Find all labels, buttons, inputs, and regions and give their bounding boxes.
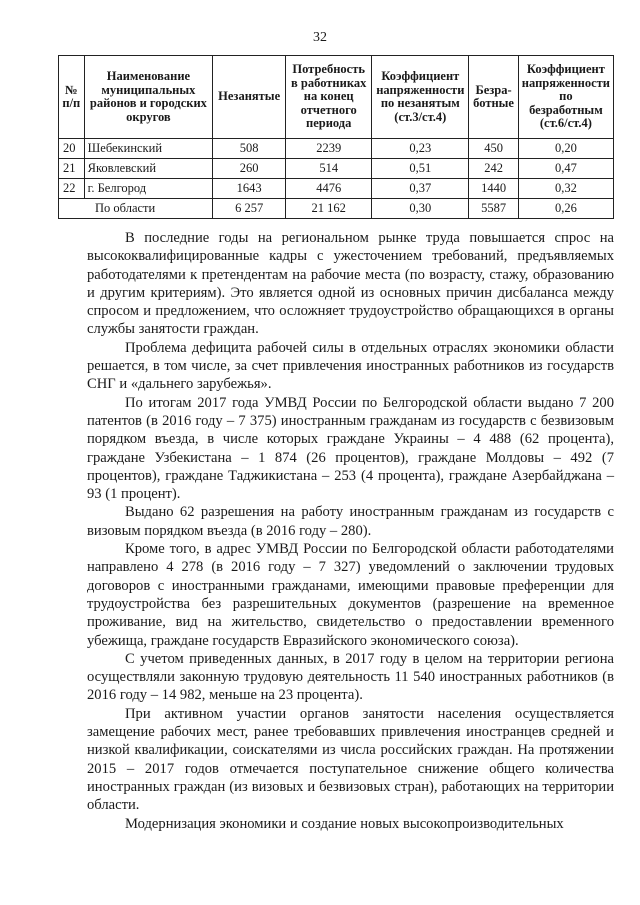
header-demand: Потребность в работниках на конец отчетного периода [286,56,372,139]
cell-demand: 4476 [286,179,372,199]
cell-unemployed: 1643 [213,179,286,199]
cell-district: Шебекинский [84,139,213,159]
cell-index: 22 [59,179,85,199]
cell-unemployed: 260 [213,159,286,179]
cell-coef-unemployed: 0,51 [372,159,469,179]
cell-coef-jobless: 0,47 [518,159,613,179]
header-district: Наименование муниципальных районов и городских округов [84,56,213,139]
cell-index: 20 [59,139,85,159]
paragraph-labor-deficit: Проблема дефицита рабочей силы в отдельных отраслях экономики области решается, в том числе, за счет привлечения иностранных работников из государств СНГ и «дальнего зарубежья». [87,339,614,393]
body-text [87,229,614,833]
cell-demand: 514 [286,159,372,179]
employment-table [58,55,614,219]
total-demand: 21 162 [286,199,372,219]
total-unemployed: 6 257 [213,199,286,219]
total-coef-jobless: 0,26 [518,199,613,219]
paragraph-patents: По итогам 2017 года УМВД России по Белгородской области выдано 7 200 патентов (в 2016 году – 7 375) иностранным гражданам из государств с безвизовым порядком въезда, в числе которых граждане Украины – 4 488 (62 процента), граждане Узбекистана – 1 874 (26 процентов), граждане Молдовы – 492 (7 процентов), граждане Таджикистана – 253 (4 процента), граждане Азербайджана – 93 (1 процент). [87,394,614,503]
paragraph-modernization: Модернизация экономики и создание новых высокопроизводительных [125,815,564,832]
total-jobless: 5587 [469,199,518,219]
total-label: По области [59,199,213,219]
paragraph-demand: В последние годы на региональном рынке труда повышается спрос на высококвалифицированные кадры с ужесточением требований, предъявляемых работодателями к претендентам на рабочие места (по возрасту, стажу, образованию и другим критериям). Это является одной из основных причин дисбаланса между спросом и предложением, что осложняет трудоустройство обращающихся в органы службы занятости граждан. [87,230,614,338]
header-coef-unemployed: Коэффициент напряженности по незанятым (ст.3/ст.4) [372,56,469,139]
cell-index: 21 [59,159,85,179]
cell-coef-jobless: 0,20 [518,139,613,159]
header-coef-jobless: Коэффициент напряженности по безработным (ст.6/ст.4) [518,56,613,139]
header-jobless: Безра-ботные [469,56,518,139]
cell-coef-jobless: 0,32 [518,179,613,199]
header-index: № п/п [59,56,85,139]
table-row [59,179,614,199]
cell-coef-unemployed: 0,23 [372,139,469,159]
cell-demand: 2239 [286,139,372,159]
table-row [59,159,614,179]
cell-jobless: 242 [469,159,518,179]
cell-jobless: 450 [469,139,518,159]
cell-district: г. Белгород [84,179,213,199]
cell-district: Яковлевский [84,159,213,179]
table-row [59,139,614,159]
cell-unemployed: 508 [213,139,286,159]
paragraph-notifications: Кроме того, в адрес УМВД России по Белгородской области работодателями направлено 4 278 (в 2016 году – 7 327) уведомлений о заключении трудовых договоров с иностранными гражданами, имеющими правовые преференции для трудоустройства без разрешительных документов (разрешение на временное проживание, вид на жительство, свидетельство о предоставлении временного убежища, граждане государств Евразийского экономического союза). [87,541,614,649]
cell-jobless: 1440 [469,179,518,199]
paragraph-total-workers: С учетом приведенных данных, в 2017 году в целом на территории региона осуществляли законную трудовую деятельность 11 540 иностранных работников (в 2016 году – 14 982, меньше на 23 процента). [87,650,614,704]
header-unemployed: Незанятые [213,56,286,139]
page-number: 32 [313,30,327,45]
table-header-row [59,56,614,139]
table-total-row [59,199,614,219]
paragraph-replacement: При активном участии органов занятости населения осуществляется замещение рабочих мест, ранее требовавших привлечения иностранцев средней и низкой квалификации, соискателями из числа российских граждан. На протяжении 2015 – 2017 годов отмечается поступательное снижение общего количества иностранных граждан (из визовых и безвизовых стран), работающих на территории области. [87,705,614,814]
cell-coef-unemployed: 0,37 [372,179,469,199]
paragraph-work-permits: Выдано 62 разрешения на работу иностранным гражданам из государств с визовым порядком въезда (в 2016 году – 280). [87,504,614,539]
total-coef-unemployed: 0,30 [372,199,469,219]
